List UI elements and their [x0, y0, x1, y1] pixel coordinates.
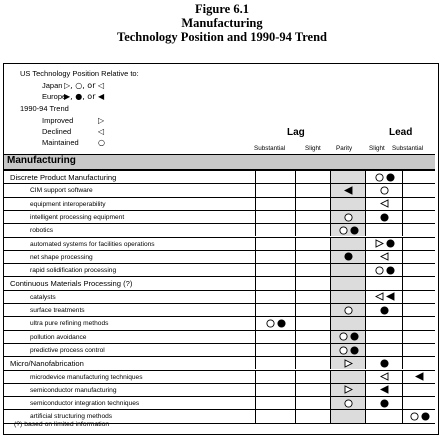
row-label: ultra pure refining methods — [30, 320, 109, 328]
filled-circle-icon — [344, 252, 353, 261]
lag-header: Lag — [287, 127, 305, 138]
filled-circle-icon — [350, 346, 359, 355]
open-left-triangle-icon — [375, 292, 384, 301]
cell-slight-lead — [365, 331, 403, 343]
row-label: Discrete Product Manufacturing — [10, 173, 117, 182]
cell-substantial-lead — [402, 331, 436, 343]
cell-slight-lag — [295, 238, 331, 250]
cell-substantial-lead — [402, 371, 436, 383]
open-circle-icon — [344, 399, 353, 408]
cell-parity — [330, 264, 366, 276]
open-circle-icon — [375, 173, 384, 182]
legend-improved-symbol: ▷ — [98, 116, 105, 125]
open-right-triangle-icon — [344, 385, 353, 394]
row-label: catalysts — [30, 293, 56, 301]
cell-slight-lag — [295, 224, 331, 236]
cell-slight-lead — [365, 357, 403, 369]
cell-parity — [330, 198, 366, 210]
cell-substantial-lead — [402, 211, 436, 223]
table-row — [4, 250, 435, 263]
legend-declined-label: Declined — [42, 127, 72, 136]
cell-substantial-lead — [402, 410, 436, 422]
cell-substantial-lag — [255, 331, 296, 343]
table-group-row — [4, 276, 435, 289]
legend-japan-label: Japan — [42, 81, 63, 90]
open-circle-icon — [375, 266, 384, 275]
cell-parity — [330, 238, 366, 250]
col-parity: Parity — [336, 145, 353, 152]
cell-substantial-lead — [402, 291, 436, 303]
cell-substantial-lag — [255, 291, 296, 303]
row-label: semiconductor integration techniques — [30, 400, 140, 408]
legend-europe-symbols: ▶, ●, or ◀ — [64, 92, 105, 101]
cell-parity — [330, 277, 366, 289]
cell-parity — [330, 251, 366, 263]
table-row — [4, 237, 435, 250]
table-row — [4, 330, 435, 343]
filled-circle-icon — [380, 306, 389, 315]
row-label: semiconductor manufacturing — [30, 386, 117, 394]
table-row — [4, 210, 435, 223]
filled-circle-icon — [386, 266, 395, 275]
cell-slight-lead — [365, 171, 403, 183]
row-label: net shape processing — [30, 253, 93, 261]
cell-parity — [330, 317, 366, 329]
row-label: artificial structuring methods — [30, 413, 113, 421]
cell-parity — [330, 211, 366, 223]
cell-substantial-lag — [255, 384, 296, 396]
cell-substantial-lag — [255, 238, 296, 250]
table-group-row — [4, 170, 435, 183]
cell-slight-lead — [365, 224, 403, 236]
section-title: Manufacturing — [7, 155, 76, 166]
cell-slight-lag — [295, 211, 331, 223]
open-circle-icon — [266, 319, 275, 328]
cell-slight-lead — [365, 198, 403, 210]
cell-substantial-lag — [255, 357, 296, 369]
cell-substantial-lag — [255, 171, 296, 183]
table-row — [4, 263, 435, 276]
filled-circle-icon — [277, 319, 286, 328]
cell-slight-lag — [295, 331, 331, 343]
cell-substantial-lag — [255, 211, 296, 223]
cell-slight-lag — [295, 304, 331, 316]
row-label: CIM support software — [30, 187, 93, 195]
filled-left-triangle-icon — [344, 186, 353, 195]
table-row — [4, 290, 435, 303]
cell-parity — [330, 184, 366, 196]
filled-left-triangle-icon — [380, 385, 389, 394]
cell-substantial-lag — [255, 344, 296, 356]
cell-slight-lag — [295, 171, 331, 183]
row-label: automated systems for facilities operations — [30, 240, 155, 248]
cell-slight-lead — [365, 344, 403, 356]
cell-substantial-lag — [255, 277, 296, 289]
open-left-triangle-icon — [380, 372, 389, 381]
cell-substantial-lead — [402, 357, 436, 369]
footnote: (?) based on limited information — [14, 421, 110, 428]
cell-slight-lag — [295, 277, 331, 289]
cell-slight-lag — [295, 184, 331, 196]
table-row — [4, 383, 435, 396]
cell-slight-lead — [365, 384, 403, 396]
cell-slight-lag — [295, 410, 331, 422]
legend-maintained-label: Maintained — [42, 138, 79, 147]
open-circle-icon — [344, 213, 353, 222]
cell-substantial-lead — [402, 224, 436, 236]
cell-parity — [330, 291, 366, 303]
cell-slight-lag — [295, 371, 331, 383]
legend-improved-label: Improved — [42, 116, 74, 125]
filled-circle-icon — [421, 412, 430, 421]
filled-left-triangle-icon — [415, 372, 424, 381]
cell-parity — [330, 224, 366, 236]
cell-parity — [330, 357, 366, 369]
filled-circle-icon — [386, 239, 395, 248]
cell-substantial-lead — [402, 317, 436, 329]
cell-substantial-lag — [255, 224, 296, 236]
cell-substantial-lag — [255, 251, 296, 263]
filled-circle-icon — [380, 399, 389, 408]
open-circle-icon — [344, 306, 353, 315]
row-label: equipment interoperability — [30, 200, 106, 208]
col-substantial-lag: Substantial — [254, 145, 286, 152]
cell-parity — [330, 344, 366, 356]
cell-slight-lead — [365, 397, 403, 409]
cell-slight-lag — [295, 264, 331, 276]
cell-parity — [330, 397, 366, 409]
table-group-row — [4, 356, 435, 369]
legend-position-heading: US Technology Position Relative to: — [20, 69, 139, 78]
cell-slight-lag — [295, 357, 331, 369]
col-slight-lag: Slight — [305, 145, 321, 152]
cell-substantial-lead — [402, 171, 436, 183]
row-label: robotics — [30, 227, 54, 235]
cell-parity — [330, 384, 366, 396]
table-row — [4, 223, 435, 236]
cell-substantial-lag — [255, 264, 296, 276]
legend-maintained-symbol: ○ — [98, 138, 105, 147]
row-label: surface treatments — [30, 307, 85, 314]
legend-europe-label: Europe — [42, 92, 67, 101]
cell-substantial-lag — [255, 397, 296, 409]
cell-substantial-lag — [255, 304, 296, 316]
open-circle-icon — [410, 412, 419, 421]
cell-substantial-lead — [402, 277, 436, 289]
table-row — [4, 303, 435, 316]
cell-slight-lead — [365, 410, 403, 422]
cell-substantial-lead — [402, 198, 436, 210]
open-circle-icon — [339, 226, 348, 235]
row-label: intelligent processing equipment — [30, 213, 125, 221]
filled-left-triangle-icon — [386, 292, 395, 301]
cell-slight-lead — [365, 251, 403, 263]
table-row — [4, 343, 435, 356]
legend-japan-symbols: ▷, ○, or ◁ — [64, 81, 105, 90]
cell-slight-lead — [365, 184, 403, 196]
filled-circle-icon — [350, 226, 359, 235]
cell-slight-lead — [365, 211, 403, 223]
cell-slight-lead — [365, 277, 403, 289]
table-row — [4, 316, 435, 329]
cell-parity — [330, 371, 366, 383]
cell-slight-lag — [295, 344, 331, 356]
row-label: rapid solidification processing — [30, 267, 117, 275]
cell-substantial-lead — [402, 264, 436, 276]
open-circle-icon — [339, 332, 348, 341]
table-row — [4, 370, 435, 383]
col-slight-lead: Slight — [369, 145, 385, 152]
cell-substantial-lead — [402, 344, 436, 356]
cell-slight-lead — [365, 238, 403, 250]
figure-subtitle: Technology Position and 1990-94 Trend — [117, 30, 327, 44]
row-label: microdevice manufacturing techniques — [30, 373, 143, 381]
cell-slight-lead — [365, 317, 403, 329]
cell-substantial-lead — [402, 238, 436, 250]
row-label: pollution avoidance — [30, 333, 87, 341]
cell-slight-lag — [295, 397, 331, 409]
cell-substantial-lead — [402, 384, 436, 396]
section-header — [4, 154, 435, 170]
cell-slight-lead — [365, 371, 403, 383]
open-circle-icon — [339, 346, 348, 355]
open-left-triangle-icon — [380, 199, 389, 208]
table-row — [4, 183, 435, 196]
cell-slight-lead — [365, 304, 403, 316]
row-label: Micro/Nanofabrication — [10, 359, 84, 369]
table-row — [4, 197, 435, 210]
open-circle-icon — [380, 186, 389, 195]
open-left-triangle-icon — [380, 252, 389, 261]
cell-substantial-lag — [255, 184, 296, 196]
cell-parity — [330, 304, 366, 316]
legend-trend-heading: 1990-94 Trend — [20, 104, 69, 113]
cell-parity — [330, 171, 366, 183]
cell-slight-lead — [365, 291, 403, 303]
cell-parity — [330, 410, 366, 422]
row-label: predictive process control — [30, 346, 105, 354]
cell-slight-lag — [295, 251, 331, 263]
col-substantial-lead: Substantial — [392, 145, 424, 152]
legend-declined-symbol: ◁ — [98, 127, 105, 136]
filled-circle-icon — [380, 213, 389, 222]
cell-substantial-lag — [255, 371, 296, 383]
lead-header: Lead — [389, 127, 413, 138]
open-right-triangle-icon — [375, 239, 384, 248]
figure-number: Figure 6.1 — [195, 2, 249, 16]
cell-slight-lag — [295, 198, 331, 210]
filled-circle-icon — [386, 173, 395, 182]
row-label: Continuous Materials Processing (?) — [10, 279, 133, 289]
table-row — [4, 396, 435, 409]
cell-slight-lead — [365, 264, 403, 276]
figure-title: Manufacturing — [181, 16, 263, 30]
cell-slight-lag — [295, 291, 331, 303]
open-right-triangle-icon — [344, 359, 353, 368]
cell-substantial-lag — [255, 410, 296, 422]
cell-substantial-lead — [402, 304, 436, 316]
cell-substantial-lag — [255, 317, 296, 329]
cell-parity — [330, 331, 366, 343]
filled-circle-icon — [380, 359, 389, 368]
cell-substantial-lead — [402, 251, 436, 263]
cell-slight-lag — [295, 317, 331, 329]
cell-slight-lag — [295, 384, 331, 396]
cell-substantial-lead — [402, 184, 436, 196]
cell-substantial-lag — [255, 198, 296, 210]
cell-substantial-lead — [402, 397, 436, 409]
filled-circle-icon — [350, 332, 359, 341]
